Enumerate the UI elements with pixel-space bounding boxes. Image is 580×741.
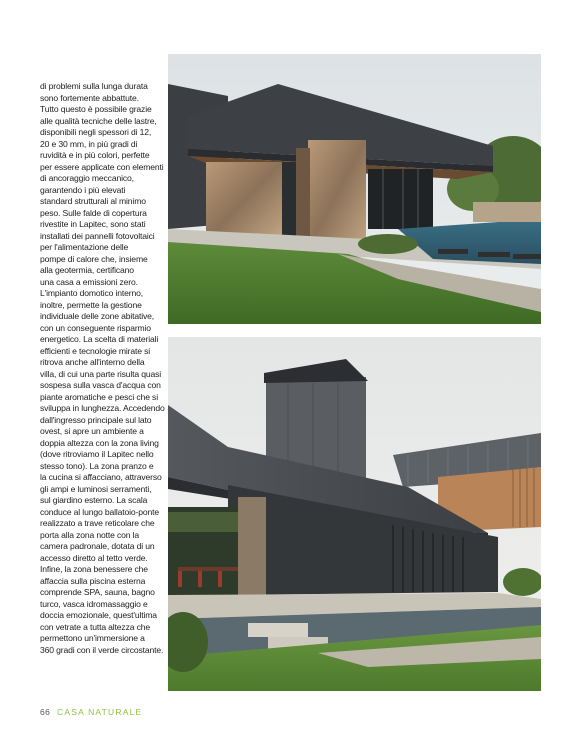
body-text-line: installati dei pannelli fotovoltaici (40, 230, 155, 241)
body-text-line: per l'alimentazione delle (40, 242, 129, 252)
body-text-line: conduce al lungo ballatoio-ponte (40, 506, 159, 517)
body-text-line: permettono un'immersione a (40, 633, 145, 643)
body-text-line: gli ampi e luminosi serramenti, (40, 483, 152, 494)
body-text-line: per essere applicate con elementi (40, 161, 164, 172)
villa-garden-image (168, 337, 541, 691)
body-text-line: standard strutturali al minimo (40, 196, 146, 206)
body-text-line: individuale delle zone abitative, (40, 311, 155, 321)
body-text-line: Tutto questo è possibile grazie (40, 104, 152, 114)
photo-villa-garden-view (168, 337, 541, 691)
body-text-line: efficienti e tecnologie mirate si (40, 345, 151, 356)
body-text-line: sono fortemente abbattute. (40, 92, 139, 103)
body-text-line: di problemi sulla lunga durata (40, 81, 148, 91)
body-text-line: di ancoraggio meccanico, (40, 173, 134, 183)
body-text-line: peso. Sulle falde di copertura (40, 207, 147, 218)
body-text-line: comprende SPA, sauna, bagno (40, 587, 155, 597)
body-text-line: con un conseguente risparmio (40, 322, 151, 333)
body-text-line: doccia emozionale, quest'ultima (40, 610, 157, 620)
body-text-line: (dove ritroviamo il Lapitec nello (40, 449, 154, 459)
villa-pool-image (168, 54, 541, 324)
body-text-line: energetico. La scelta di materiali (40, 334, 159, 344)
body-text-line: garantendo i più elevati (40, 184, 126, 195)
body-text-line: turco, vasca idromassaggio e (40, 598, 148, 609)
page-footer (40, 707, 142, 717)
body-text-line: con vetrate a tutta altezza che (40, 621, 151, 632)
body-text-line: camera padronale, dotata di un (40, 541, 155, 551)
body-text-line: alle qualità tecniche delle lastre, (40, 115, 157, 126)
body-text-line: doppia altezza con la zona living (40, 437, 159, 448)
body-text-line: rivestite in Lapitec, sono stati (40, 219, 146, 229)
body-text-line: piante aromatiche e pesci che si (40, 391, 158, 402)
body-text-line: ovest, si apre un ambiente a (40, 426, 144, 436)
body-text-line: 360 gradi con il verde circostante. (40, 644, 164, 655)
page-number: 66 (40, 707, 51, 717)
photo-villa-pool-view (168, 54, 541, 324)
body-text-line: sul giardino esterno. La scala (40, 495, 148, 505)
body-text-line: porta alla zona notte con la (40, 529, 139, 540)
body-text-line: L'impianto domotico interno, (40, 288, 144, 298)
body-text-line: disponibili negli spessori di 12, (40, 127, 152, 137)
body-text-line: pompe di calore che, insieme (40, 253, 148, 264)
body-text-line: sospesa sulla vasca d'acqua con (40, 380, 161, 390)
body-text-line: alla geotermia, certificano (40, 265, 134, 275)
body-text-line: realizzato a trave reticolare che (40, 518, 155, 528)
body-text-line: la cucina si affacciano, attraverso (40, 472, 162, 482)
body-text-line: affaccia sulla piscina esterna (40, 575, 146, 586)
body-text-line: ritrova anche all'interno della (40, 357, 145, 367)
body-text-line: 20 e 30 mm, in più gradi di (40, 138, 138, 149)
body-text-line: stesso tono). La zona pranzo e (40, 460, 154, 471)
article-body-column (40, 81, 165, 656)
body-text-line: dall'ingresso principale sul lato (40, 414, 152, 425)
magazine-name: CASA NATURALE (57, 707, 143, 717)
body-text-line: accesso diretto al tetto verde. (40, 552, 148, 563)
body-text-line: sviluppa in lunghezza. Accedendo (40, 403, 165, 413)
body-text-line: villa, di cui una parte risulta quasi (40, 368, 162, 379)
body-text-line: Infine, la zona benessere che (40, 564, 148, 574)
body-text-line: ruvidità e in più colori, perfette (40, 150, 150, 160)
body-text-line: una casa a emissioni zero. (40, 276, 138, 287)
body-text-line: inoltre, permette la gestione (40, 299, 142, 310)
